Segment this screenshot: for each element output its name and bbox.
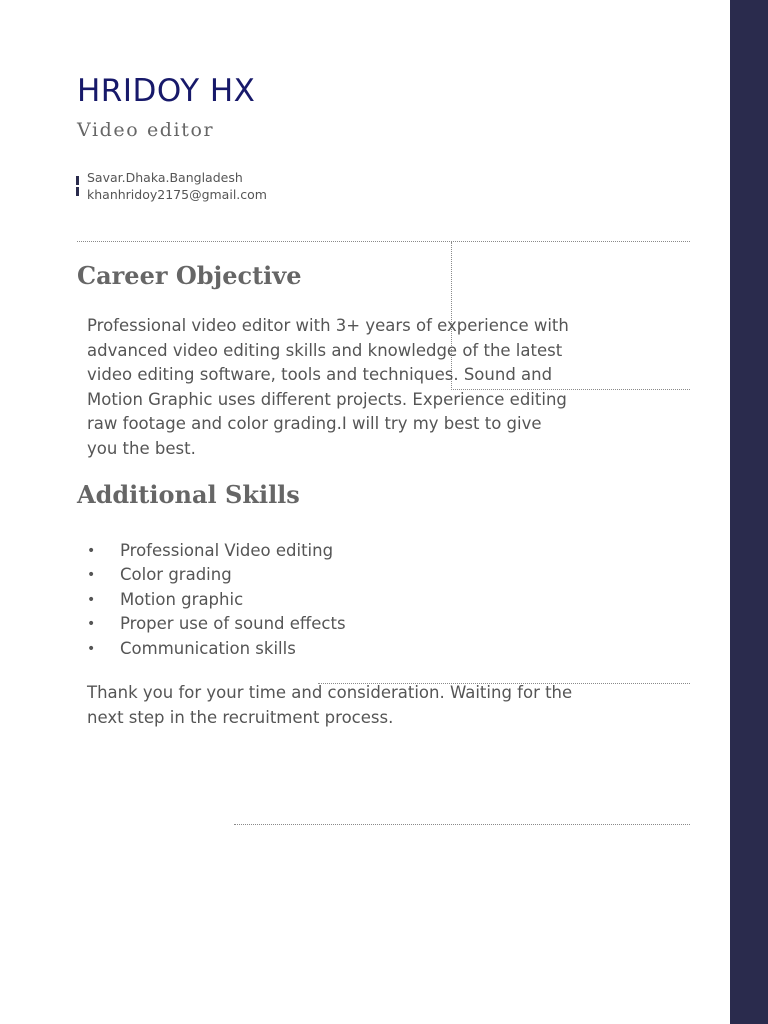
objective-line: you the best. <box>87 438 196 458</box>
closing-text <box>87 681 687 730</box>
career-objective-text <box>87 314 647 462</box>
objective-line: Motion Graphic uses different projects. Experience editing <box>87 389 567 409</box>
job-title: Video editor <box>77 119 215 141</box>
applicant-name: HRIDOY HX <box>77 73 256 109</box>
skill-label: Professional Video editing <box>120 541 334 560</box>
objective-line: Professional video editor with 3+ years of experience with <box>87 316 569 335</box>
skill-label: Communication skills <box>120 638 296 658</box>
skill-label: Color grading <box>120 565 232 585</box>
objective-line: advanced video editing skills and knowledge of the latest <box>87 340 563 360</box>
skill-label: Motion graphic <box>120 589 244 609</box>
objective-line: raw footage and color grading.I will try my best to give <box>87 414 542 434</box>
bullet-icon: • <box>87 616 96 633</box>
contact-email[interactable]: khanhridoy2175@gmail.com <box>87 187 267 202</box>
bullet-icon: • <box>87 567 96 584</box>
section-divider <box>234 824 690 825</box>
bullet-icon: • <box>87 543 96 559</box>
decorative-sidebar <box>730 0 768 1024</box>
additional-skills-heading: Additional Skills <box>77 480 300 509</box>
career-objective-heading: Career Objective <box>77 261 302 290</box>
section-divider <box>77 241 690 242</box>
closing-line: next step in the recruitment process. <box>87 707 394 727</box>
contact-location: Savar.Dhaka.Bangladesh <box>87 170 243 185</box>
bullet-icon: • <box>87 591 96 608</box>
objective-line: video editing software, tools and techniques. Sound and <box>87 365 553 385</box>
contact-marker <box>76 176 79 185</box>
bullet-icon: • <box>87 640 96 657</box>
contact-marker <box>76 187 79 196</box>
skill-label: Proper use of sound effects <box>120 614 346 634</box>
closing-line: Thank you for your time and consideration. Waiting for the <box>87 683 573 702</box>
